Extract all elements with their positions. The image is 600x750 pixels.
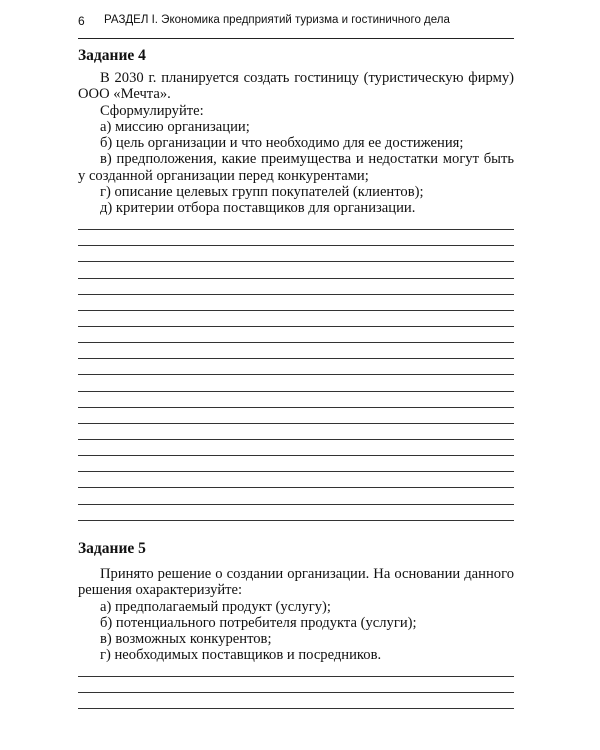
answer-line[interactable] (78, 311, 514, 327)
answer-line[interactable] (78, 661, 514, 677)
answer-line[interactable] (78, 424, 514, 440)
task-4-item: в) предположения, какие преимущества и недостатки могут быть у созданной организации перед конкурентами; (78, 151, 514, 184)
task-5-intro: Принято решение о создании организации. На основании данного решения охарактеризуйте: (78, 566, 514, 599)
answer-line[interactable] (78, 262, 514, 278)
answer-line[interactable] (78, 440, 514, 456)
task-4-item: а) миссию организации; (100, 118, 250, 135)
task-4-answer-lines (78, 214, 514, 521)
task-5-item: г) необходимых поставщиков и посредников. (100, 647, 382, 664)
answer-line[interactable] (78, 246, 514, 262)
task-4-item: г) описание целевых групп покупателей (клиентов); (100, 184, 424, 201)
task-5-answer-lines (78, 661, 514, 709)
task-5-item: б) потенциального потребителя продукта (услуги); (100, 614, 417, 631)
task-5-item: в) возможных конкурентов; (100, 631, 272, 648)
task-4-item: б) цель организации и что необходимо для ее достижения; (100, 135, 464, 152)
task-5-heading: Задание 5 (78, 540, 146, 557)
section-title: РАЗДЕЛ I. Экономика предприятий туризма и гостиничного дела (104, 14, 450, 26)
answer-line[interactable] (78, 230, 514, 246)
task-4-intro: В 2030 г. планируется создать гостиницу (туристическую фирму) ООО «Мечта». (78, 70, 514, 103)
answer-line[interactable] (78, 279, 514, 295)
answer-line[interactable] (78, 408, 514, 424)
task-4-text (78, 70, 514, 217)
answer-line[interactable] (78, 343, 514, 359)
answer-line[interactable] (78, 505, 514, 521)
answer-line[interactable] (78, 327, 514, 343)
answer-line[interactable] (78, 693, 514, 709)
task-4-prompt: Сформулируйте: (100, 102, 204, 119)
running-head (78, 14, 514, 39)
page-number: 6 (78, 14, 85, 28)
answer-line[interactable] (78, 359, 514, 375)
answer-line[interactable] (78, 488, 514, 504)
task-4-heading: Задание 4 (78, 47, 146, 64)
task-5-item: а) предполагаемый продукт (услугу); (100, 598, 331, 615)
task-5-text (78, 566, 514, 664)
answer-line[interactable] (78, 472, 514, 488)
answer-line[interactable] (78, 295, 514, 311)
task-4-item: д) критерии отбора поставщиков для организации. (100, 200, 416, 217)
answer-line[interactable] (78, 214, 514, 230)
answer-line[interactable] (78, 392, 514, 408)
answer-line[interactable] (78, 456, 514, 472)
answer-line[interactable] (78, 677, 514, 693)
answer-line[interactable] (78, 375, 514, 391)
